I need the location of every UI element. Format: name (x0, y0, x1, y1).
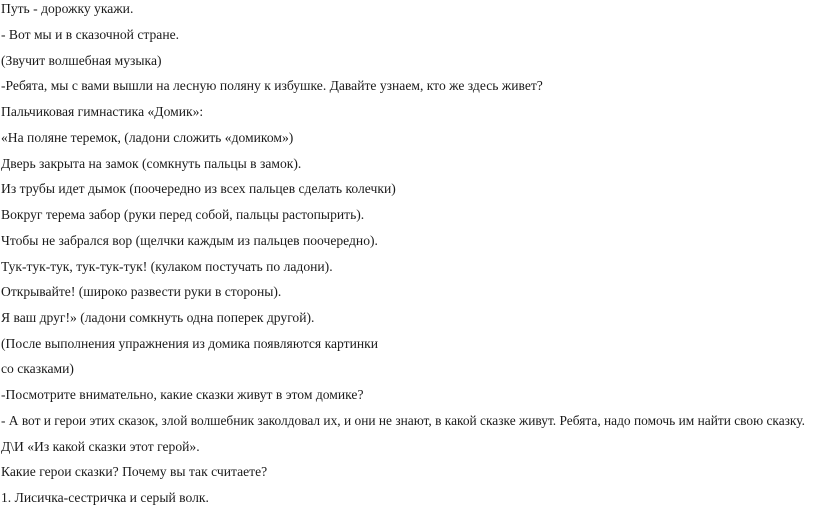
text-line: Тук-тук-тук, тук-тук-тук! (кулаком постучать по ладони). (1, 259, 333, 274)
text-line: - Вот мы и в сказочной стране. (1, 27, 180, 42)
text-line: -Посмотрите внимательно, какие сказки живут в этом домике? (1, 387, 364, 402)
text-line: (После выполнения упражнения из домика появляются картинки (1, 336, 379, 351)
text-line: Путь - дорожку укажи. (1, 1, 134, 16)
text-line: Открывайте! (широко развести руки в стороны). (1, 284, 282, 299)
text-line: Пальчиковая гимнастика «Домик»: (1, 104, 204, 119)
text-line: - А вот и герои этих сказок, злой волшебник заколдовал их, и они не знают, в какой сказке живут. Ребята, надо помочь им найти свою сказку. (1, 413, 805, 428)
text-line: -Ребята, мы с вами вышли на лесную поляну к избушке. Давайте узнаем, кто же здесь живет? (1, 78, 543, 93)
text-line: 1. Лисичка-сестричка и серый волк. (1, 490, 209, 505)
text-line: со сказками) (1, 361, 74, 376)
text-line: Из трубы идет дымок (поочередно из всех пальцев сделать колечки) (1, 181, 396, 196)
text-line: Дверь закрыта на замок (сомкнуть пальцы в замок). (1, 156, 302, 171)
text-line: Д\И «Из какой сказки этот герой». (1, 439, 200, 454)
text-line: Какие герои сказки? Почему вы так считаете? (1, 464, 268, 479)
text-line: Вокруг терема забор (руки перед собой, пальцы растопырить). (1, 207, 365, 222)
text-line: Чтобы не забрался вор (щелчки каждым из пальцев поочередно). (1, 233, 378, 248)
text-line: Я ваш друг!» (ладони сомкнуть одна поперек другой). (1, 310, 315, 325)
text-line: (Звучит волшебная музыка) (1, 53, 162, 68)
text-line: «На поляне теремок, (ладони сложить «домиком») (1, 130, 294, 145)
